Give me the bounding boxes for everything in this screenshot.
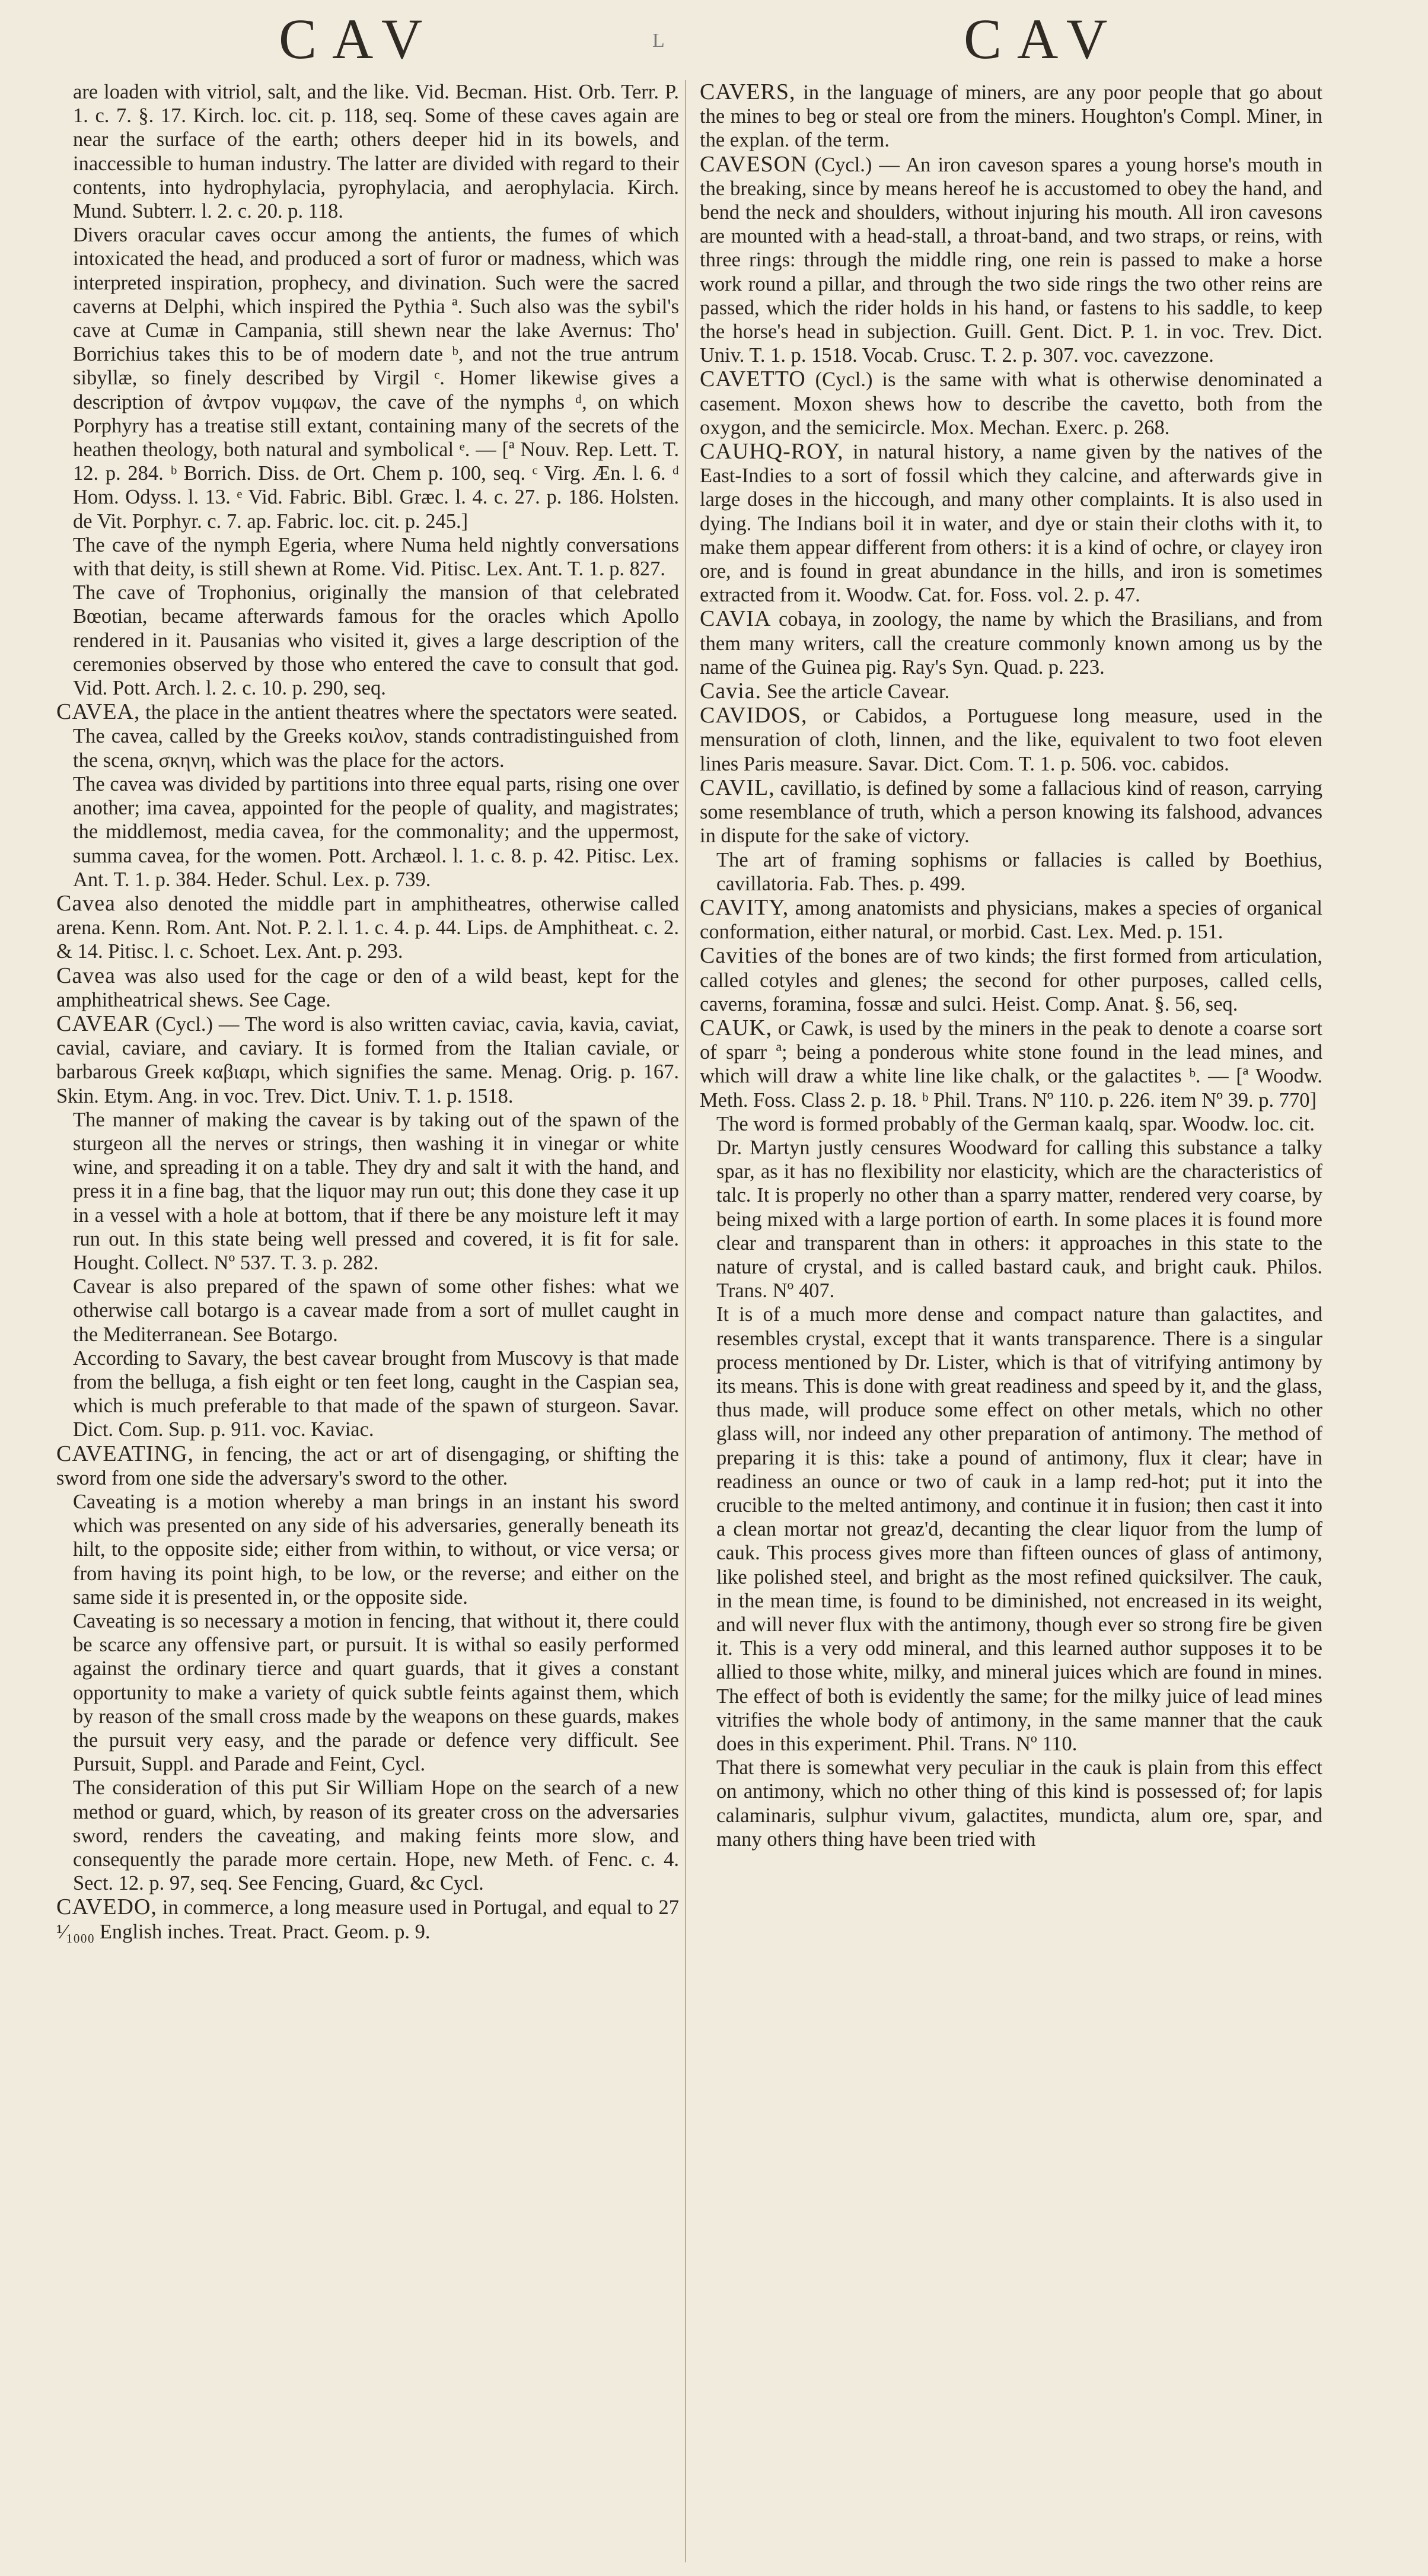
- headword: CAVIDOS,: [700, 703, 808, 728]
- left-column: [56, 80, 679, 1944]
- entry-text: in commerce, a long measure used in Portugal, and equal to 27 ¹⁄₁₀₀₀ English inches. Treat. Pract. Geom. p. 9.: [56, 1896, 679, 1943]
- entry-text: also denoted the middle part in amphitheatres, otherwise called arena. Kenn. Rom. Ant. Not. P. 2. l. 1. c. 4. p. 44. Lips. de Amphitheat. c. 2. & 14. Pitisc. l. c. Schoet. Lex. Ant. p. 293.: [56, 892, 679, 963]
- headword: Cavea: [56, 963, 116, 988]
- dictionary-paragraph: [700, 607, 1322, 679]
- entry-text: Cavear is also prepared of the spawn of some other fishes: what we otherwise call botargo is a cavear made from a sort of mullet caught in the Mediterranean. See Botargo.: [73, 1275, 679, 1346]
- entry-text: The consideration of this put Sir William Hope on the search of a new method or guard, which, by reason of its greater cross on the adversaries sword, renders the caveating, and making feints more slow, and consequently the parade more certain. Hope, new Meth. of Fenc. c. 4. Sect. 12. p. 97, seq. See Fencing, Guard, &c Cycl.: [73, 1776, 679, 1895]
- dictionary-paragraph: [56, 1490, 679, 1609]
- dictionary-paragraph: [56, 1275, 679, 1346]
- dictionary-paragraph: [56, 1895, 679, 1943]
- dictionary-paragraph: [700, 848, 1322, 896]
- entry-text: Caveating is so necessary a motion in fencing, that without it, there could be scarce any offensive part, or pursuit. It is withal so easily performed against the ordinary tierce and quart guards, that it gives a constant opportunity to make a variety of quick subtle feints against them, which by reason of the small cross made by the weapons on these guards, makes the pursuit very easy, and the parade or defence very difficult. See Pursuit, Suppl. and Parade and Feint, Cycl.: [73, 1610, 679, 1776]
- dictionary-paragraph: [56, 1442, 679, 1490]
- headword: CAVERS,: [700, 79, 796, 104]
- entry-text: The manner of making the cavear is by taking out of the spawn of the sturgeon all the nerves or strings, then washing it in vinegar or white wine, and spreading it on a table. They dry and salt it with the hand, and press it in a fine bag, that the liquor may run out; this done they case it up in a vessel with a hole at bottom, that if there be any moisture left it may run out. In this state being well pressed and covered, it is fit for sale. Hought. Collect. Nº 537. T. 3. p. 282.: [73, 1108, 679, 1274]
- dictionary-paragraph: [56, 533, 679, 581]
- dictionary-paragraph: [56, 724, 679, 772]
- headword: CAUHQ-ROY,: [700, 439, 844, 464]
- entry-text: or Cabidos, a Portuguese long measure, used in the mensuration of cloth, linnen, and the like, equivalent to two foot eleven lines Paris measure. Savar. Dict. Com. T. 1. p. 506. voc. cabidos.: [700, 705, 1322, 775]
- entry-text: The art of framing sophisms or fallacies is called by Boethius, cavillatoria. Fab. Thes. p. 499.: [716, 848, 1322, 895]
- entry-text: The cave of the nymph Egeria, where Numa held nightly conversations with that deity, is still shewn at Rome. Vid. Pitisc. Lex. Ant. T. 1. p. 827.: [73, 533, 679, 581]
- dictionary-paragraph: [56, 80, 679, 223]
- entry-text: cobaya, in zoology, the name by which the Brasilians, and from them many writers, call the creature commonly known among us by the name of the Guinea pig. Ray's Syn. Quad. p. 223.: [700, 608, 1322, 679]
- dictionary-paragraph: [700, 1303, 1322, 1756]
- entry-text: in fencing, the act or art of disengaging, or shifting the sword from one side the adversary's sword to the other.: [56, 1443, 679, 1489]
- dictionary-paragraph: [56, 1012, 679, 1108]
- dictionary-paragraph: [700, 1756, 1322, 1851]
- dictionary-paragraph: [56, 891, 679, 964]
- dictionary-paragraph: [700, 367, 1322, 440]
- entry-text: or Cawk, is used by the miners in the peak to denote a coarse sort of sparr ª; being a ponderous white stone found in the lead mines, and which will draw a white line like chalk, or the galactites ᵇ. — [ª Woodw. Meth. Foss. Class 2. p. 18. ᵇ Phil. Trans. Nº 110. p. 226. item Nº 39. p. 770]: [700, 1017, 1322, 1112]
- dictionary-paragraph: [56, 1346, 679, 1442]
- dictionary-paragraph: [700, 1136, 1322, 1303]
- entry-text: among anatomists and physicians, makes a species of organical conformation, either natural, or morbid. Cast. Lex. Med. p. 151.: [700, 896, 1322, 944]
- entry-text: Caveating is a motion whereby a man brings in an instant his sword which was presented on any side of his adversaries, generally beneath its hilt, to the opposite side; either from within, to without, or vice versa; or from having its point high, to be low, or the reverse; and either on the same side it is presented in, or the opposite side.: [73, 1490, 679, 1609]
- headword: CAVEA,: [56, 699, 141, 725]
- entry-text: in natural history, a name given by the natives of the East-Indies to a sort of fossil which they calcine, and afterwards give in large doses in the hiccough, and many other complaints. It is also used in dying. The Indians boil it in water, and dye or stain their cloths with it, to make them appear different from others: it is a kind of ochre, or clayey iron ore, and is found in great abundance in the hills, and iron is sometimes extracted from it. Woodw. Cat. for. Foss. vol. 2. p. 47.: [700, 441, 1322, 607]
- entry-text: See the article Cavear.: [761, 680, 950, 703]
- column-rule: [685, 80, 686, 2562]
- dictionary-paragraph: [700, 440, 1322, 607]
- entry-text: are loaden with vitriol, salt, and the like. Vid. Becman. Hist. Orb. Terr. P. 1. c. 7. §. 17. Kirch. loc. cit. p. 118, seq. Some of these caves again are near the surface of the earth; others deeper hid in its bowels, and inaccessible to human industry. The latter are divided with regard to their contents, into hydrophylacia, pyrophylacia, and aerophylacia. Kirch. Mund. Subterr. l. 2. c. 20. p. 118.: [73, 81, 679, 223]
- entry-text: was also used for the cage or den of a wild beast, kept for the amphitheatrical shews. See Cage.: [56, 964, 679, 1011]
- dictionary-paragraph: [56, 1609, 679, 1776]
- dictionary-paragraph: [56, 223, 679, 533]
- dictionary-paragraph: [700, 776, 1322, 848]
- dictionary-paragraph: [700, 896, 1322, 944]
- running-head-right: CAV: [964, 7, 1123, 71]
- entry-text: of the bones are of two kinds; the first formed from articulation, called cotyles and glenes; the second for other purposes, called cells, caverns, foramina, fossæ and sulci. Heist. Comp. Anat. §. 56, seq.: [700, 945, 1322, 1015]
- entry-text: in the language of miners, are any poor people that go about the mines to beg or steal ore from the miners. Houghton's Compl. Miner, in the explan. of the term.: [700, 81, 1322, 152]
- headword: Cavea: [56, 890, 116, 916]
- entry-text: Dr. Martyn justly censures Woodward for calling this substance a talky spar, as it has no flexibility nor elasticity, which are the characteristics of talc. It is properly no other than a sparry matter, rendered very coarse, by being mixed with a large portion of earth. In some places it is found more clear and transparent than in others: it approaches in this state to the nature of crystal, and is called bastard cauk, and bright cauk. Philos. Trans. Nº 407.: [716, 1136, 1322, 1303]
- entry-text: Divers oracular caves occur among the antients, the fumes of which intoxicated the head, and produced a sort of furor or madness, which was interpreted inspiration, prophecy, and divination. Such were the sacred caverns at Delphi, which inspired the Pythia ª. Such also was the sybil's cave at Cumæ in Campania, still shewn near the lake Avernus: Tho' Borrichius takes this to be of modern date ᵇ, and not the true antrum sibyllæ, so finely described by Virgil ᶜ. Homer likewise gives a description of ἀντρον νυμφων, the cave of the nymphs ᵈ, on which Porphyry has a treatise still extant, containing many of the secrets of the heathen theology, both natural and symbolical ᵉ. — [ª Nouv. Rep. Lett. T. 12. p. 284. ᵇ Borrich. Diss. de Ort. Chem p. 100, seq. ᶜ Virg. Æn. l. 6. ᵈ Hom. Odyss. l. 13. ᵉ Vid. Fabric. Bibl. Græc. l. 4. c. 27. p. 186. Holsten. de Vit. Porphyr. c. 7. ap. Fabric. loc. cit. p. 245.]: [73, 224, 679, 533]
- dictionary-paragraph: [700, 152, 1322, 368]
- right-column: [700, 80, 1322, 1851]
- headword: CAVETTO: [700, 367, 806, 392]
- dictionary-paragraph: [700, 1112, 1322, 1136]
- running-head-left: CAV: [279, 7, 438, 71]
- headword: CAVIA: [700, 606, 772, 632]
- headword: CAUK,: [700, 1015, 773, 1040]
- headword: CAVITY,: [700, 894, 789, 920]
- entry-text: It is of a much more dense and compact nature than galactites, and resembles crystal, except that it wants transparence. There is a singular process mentioned by Dr. Lister, which is that of vitrifying antimony by its means. This is done with great readiness and speed by it, and the glass, thus made, will produce some effect on other metals, which no other glass will, nor indeed any other preparation of antimony. The method of preparing it is this: take a pound of antimony, flux it clear; have in readiness an ounce or two of cauk in a lamp red-hot; put it into the crucible to the melted antimony, and continue it in fusion; then cast it into a clean mortar not greaz'd, decanting the clear liquor from the lump of cauk. This process gives more than fifteen ounces of glass of antimony, like polished steel, and bright as the most refined quicksilver. The cauk, in the mean time, is found to be diminished, not encreased in its weight, and will never flux with the antimony, though ever so strong fire be given it. This is a very odd mineral, and this learned author supposes it to be allied to those white, milky, and mineral juices which are found in mines. The effect of both is evidently the same; for the milky juice of lead mines vitrifies the whole body of antimony, in the same manner that the cauk does in this experiment. Phil. Trans. Nº 110.: [716, 1303, 1322, 1756]
- entry-text: According to Savary, the best cavear brought from Muscovy is that made from the belluga, a fish eight or ten feet long, caught in the Caspian sea, which is much preferable to that made of the spawn of sturgeon. Savar. Dict. Com. Sup. p. 911. voc. Kaviac.: [73, 1346, 679, 1441]
- dictionary-paragraph: [700, 679, 1322, 703]
- headword: CAVESON: [700, 151, 808, 177]
- dictionary-paragraph: [56, 1108, 679, 1275]
- entry-text: (Cycl.) is the same with what is otherwise denominated a casement. Moxon shews how to describe the cavetto, both from the oxygon, and the semicircle. Mox. Mechan. Exerc. p. 268.: [700, 368, 1322, 439]
- entry-text: cavillatio, is defined by some a fallacious kind of reason, carrying some resemblance of truth, which a person knowing its falshood, advances in dispute for the sake of victory.: [700, 776, 1322, 848]
- headword: Cavities: [700, 943, 779, 969]
- dictionary-paragraph: [700, 80, 1322, 152]
- dictionary-paragraph: [56, 964, 679, 1012]
- headword: CAVEDO,: [56, 1894, 157, 1920]
- signature-mark: L: [652, 30, 665, 52]
- headword: CAVEATING,: [56, 1441, 195, 1466]
- dictionary-paragraph: [56, 700, 679, 724]
- headword: Cavia.: [700, 679, 762, 704]
- entry-text: (Cycl.) — The word is also written caviac, cavia, kavia, caviat, cavial, caviare, and caviary. It is formed from the Italian caviale, or barbarous Greek καβιαρι, which signifies the same. Menag. Orig. p. 167. Skin. Etym. Ang. in voc. Trev. Dict. Univ. T. 1. p. 1518.: [56, 1012, 679, 1107]
- entry-text: The word is formed probably of the German kaalq, spar. Woodw. loc. cit.: [716, 1112, 1315, 1135]
- dictionary-paragraph: [56, 1776, 679, 1895]
- entry-text: (Cycl.) — An iron caveson spares a young horse's mouth in the breaking, since by means hereof he is accustomed to obey the hand, and bend the neck and shoulders, without injuring his mouth. All iron cavesons are mounted with a head-stall, a throat-band, and two straps, or reins, with three rings: through the middle ring, one rein is passed to make a horse work round a pillar, and through the two side rings the two other reins are passed, which the rider holds in his hand, or fastens to his saddle, to keep the horse's head in subjection. Guill. Gent. Dict. P. 1. in voc. Trev. Dict. Univ. T. 1. p. 1518. Vocab. Crusc. T. 2. p. 307. voc. cavezzone.: [700, 153, 1322, 367]
- entry-text: The cavea was divided by partitions into three equal parts, rising one over another; ima cavea, appointed for the people of quality, and magistrates; the middlemost, media cavea, for the commonality; and the uppermost, summa cavea, for the women. Pott. Archæol. l. 1. c. 8. p. 42. Pitisc. Lex. Ant. T. 1. p. 384. Heder. Schul. Lex. p. 739.: [73, 772, 679, 891]
- entry-text: the place in the antient theatres where the spectators were seated.: [140, 701, 678, 724]
- dictionary-paragraph: [56, 772, 679, 891]
- dictionary-paragraph: [700, 944, 1322, 1016]
- dictionary-paragraph: [700, 703, 1322, 776]
- headword: CAVEAR: [56, 1011, 150, 1036]
- headword: CAVIL,: [700, 775, 775, 800]
- entry-text: The cavea, called by the Greeks κοιλον, stands contradistinguished from the scena, σκηνη, which was the place for the actors.: [73, 725, 679, 772]
- entry-text: That there is somewhat very peculiar in the cauk is plain from this effect on antimony, which no other thing of this kind is possessed of; for lapis calaminaris, sulphur vivum, galactites, mundicta, alum ore, spar, and many others thing have been tried with: [716, 1756, 1322, 1851]
- entry-text: The cave of Trophonius, originally the mansion of that celebrated Bœotian, became afterwards famous for the oracles which Apollo rendered in it. Pausanias who visited it, gives a large description of the ceremonies observed by those who entered the cave to consult that god. Vid. Pott. Arch. l. 2. c. 10. p. 290, seq.: [73, 581, 679, 700]
- dictionary-paragraph: [56, 581, 679, 700]
- dictionary-paragraph: [700, 1016, 1322, 1112]
